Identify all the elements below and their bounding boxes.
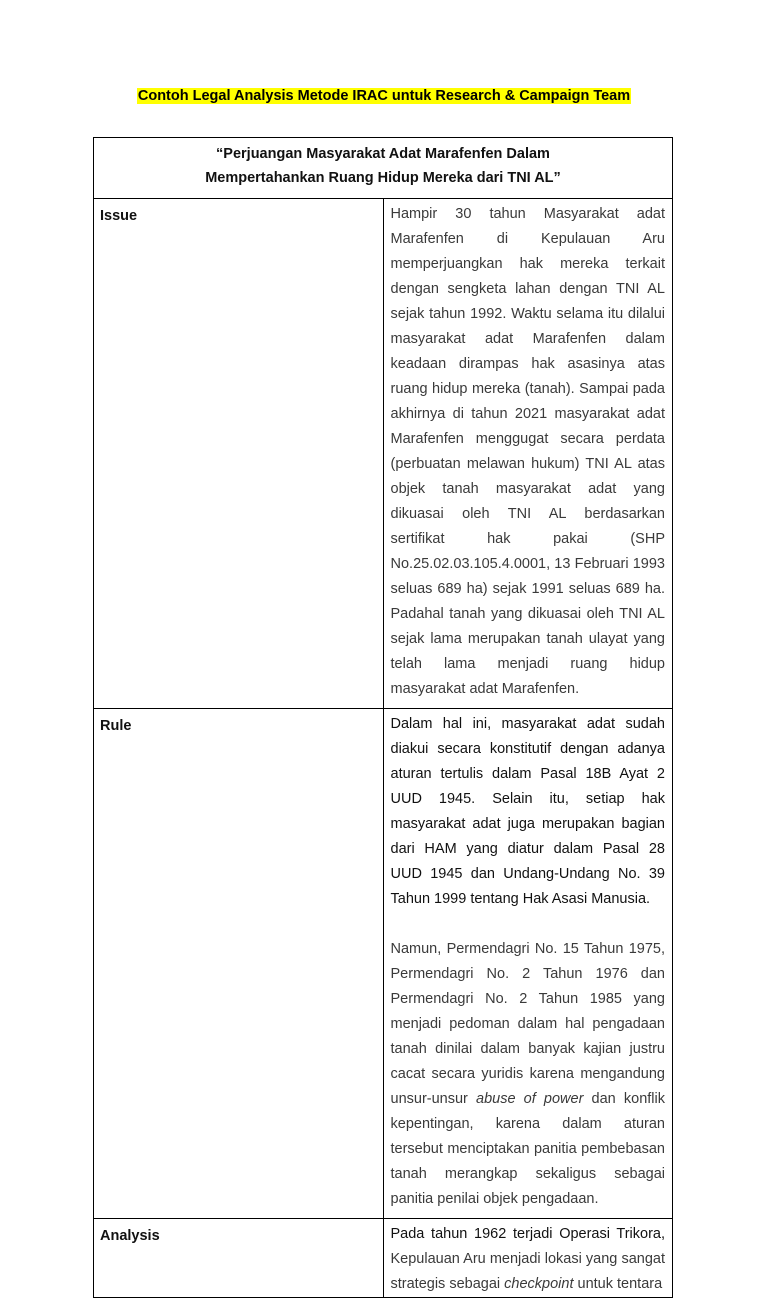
analysis-text-end: untuk tentara [573,1276,663,1292]
analysis-text [391,1222,666,1297]
case-title-line-2: Mempertahankan Ruang Hidup Mereka dari TNI AL” [205,170,561,186]
paragraph-spacer [391,912,666,937]
case-title-row [94,138,673,199]
rule-paragraph-2 [391,937,666,1212]
analysis-text-italic: checkpoint [504,1276,574,1292]
rule-paragraph-2-start: Namun, Permendagri No. 15 Tahun 1975, Permendagri No. 2 Tahun 1976 dan Permendagri No. 2 Tahun 1985 yang menjadi pedoman dalam hal pengadaan tanah dinilai dalam banyak kajian justru cacat secara yuridis karena mengandung unsur-unsur [390,941,665,1107]
document-title [0,86,768,106]
analysis-row [94,1219,673,1298]
rule-text-cell [383,709,673,1219]
irac-table [93,137,673,1298]
case-title-cell [94,138,673,199]
issue-text-cell [383,199,673,709]
analysis-text-dark: Pada tahun 1962 terjadi Operasi Trikora, [390,1226,665,1242]
issue-label: Issue [94,199,384,709]
document-title-highlight: Contoh Legal Analysis Metode IRAC untuk Research & Campaign Team [137,88,631,104]
issue-text: Hampir 30 tahun Masyarakat adat Marafenfen di Kepulauan Aru memperjuangkan hak mereka terkait dengan sengketa lahan dengan TNI AL sejak tahun 1992. Waktu selama itu dilalui masyarakat adat Marafenfen dalam keadaan dirampas hak asasinya atas ruang hidup mereka (tanah). Sampai pada akhirnya di tahun 2021 masyarakat adat Marafenfen menggugat secara perdata (perbuatan melawan hukum) TNI AL atas objek tanah masyarakat adat yang dikuasai oleh TNI AL berdasarkan sertifikat hak pakai (SHP No.25.02.03.105.4.0001, 13 Februari 1993 seluas 689 ha) sejak 1991 seluas 689 ha. Padahal tanah yang dikuasai oleh TNI AL sejak lama merupakan tanah ulayat yang telah lama menjadi ruang hidup masyarakat adat Marafenfen. [390,206,665,697]
analysis-text-start: Kepulauan Aru menjadi lokasi yang sangat strategis sebagai [390,1251,665,1292]
analysis-text-cell [383,1219,673,1298]
rule-label: Rule [94,709,384,1219]
analysis-label: Analysis [94,1219,384,1298]
rule-row [94,709,673,1219]
rule-paragraph-2-italic: abuse of power [476,1091,584,1107]
case-title-line-1: “Perjuangan Masyarakat Adat Marafenfen Dalam [216,146,550,162]
rule-paragraph-2-end: dan konflik kepentingan, karena dalam aturan tersebut menciptakan panitia pembebasan tanah merangkap sekaligus sebagai panitia penilai objek pengadaan. [390,1091,665,1207]
rule-paragraph-1: Dalam hal ini, masyarakat adat sudah diakui secara konstitutif dengan adanya aturan tertulis dalam Pasal 18B Ayat 2 UUD 1945. Selain itu, setiap hak masyarakat adat juga merupakan bagian dari HAM yang diatur dalam Pasal 28 UUD 1945 dan Undang-Undang No. 39 Tahun 1999 tentang Hak Asasi Manusia. [390,716,665,907]
issue-row [94,199,673,709]
